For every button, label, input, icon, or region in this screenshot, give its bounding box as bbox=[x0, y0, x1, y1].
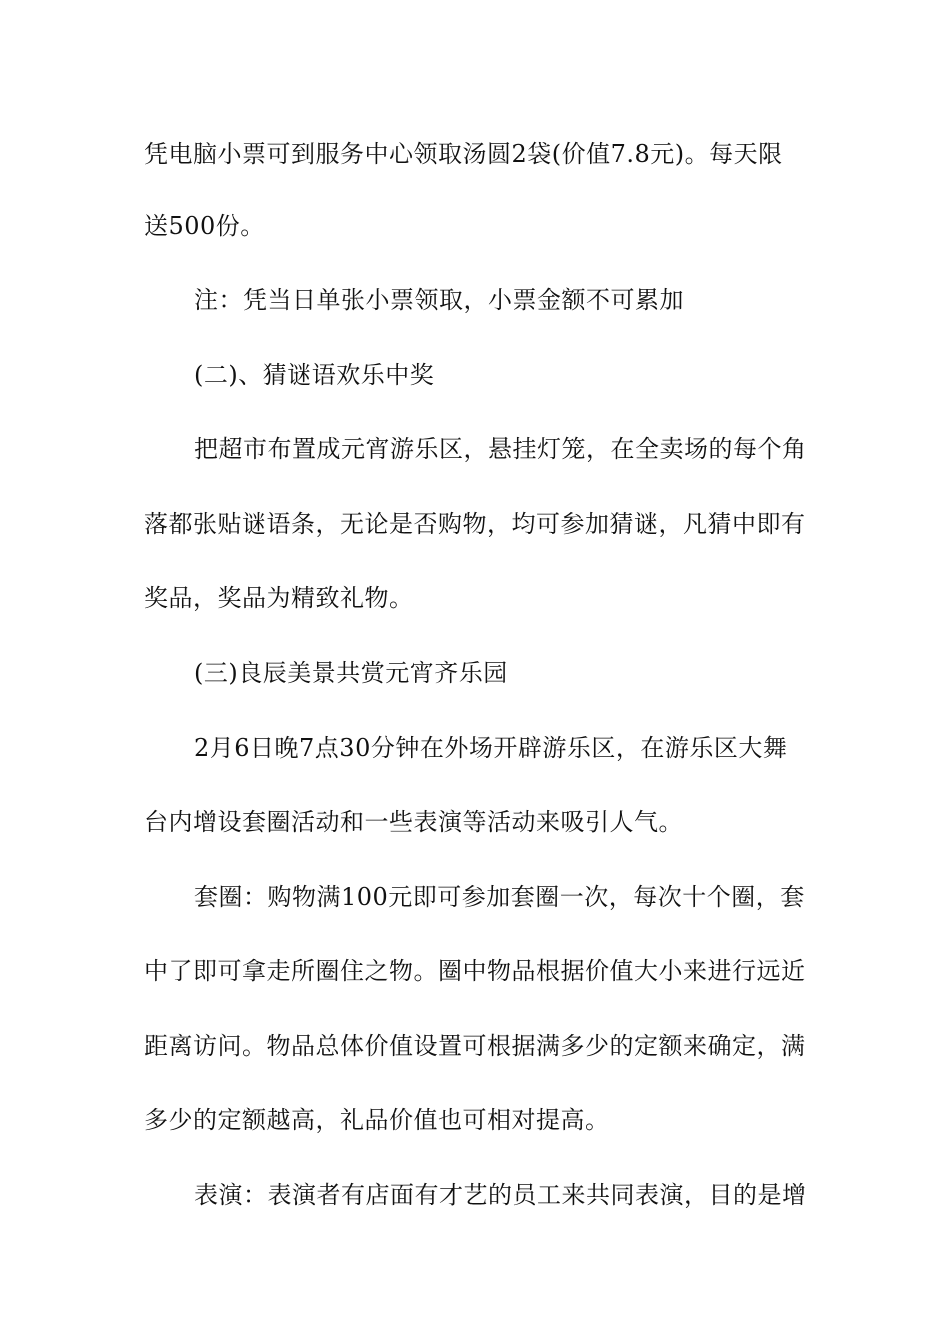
text-line: 距离访问。物品总体价值设置可根据满多少的定额来确定，满 bbox=[144, 1032, 806, 1060]
text-line: 表演：表演者有店面有才艺的员工来共同表演，目的是增 bbox=[194, 1181, 807, 1209]
note-line: 注：凭当日单张小票领取，小票金额不可累加 bbox=[194, 286, 684, 314]
text-line: 台内增设套圈活动和一些表演等活动来吸引人气。 bbox=[144, 808, 683, 836]
section-heading: (三)良辰美景共赏元宵齐乐园 bbox=[194, 659, 508, 687]
text-line: 落都张贴谜语条，无论是否购物，均可参加猜谜，凡猜中即有 bbox=[144, 510, 806, 538]
text-line: 奖品，奖品为精致礼物。 bbox=[144, 584, 414, 612]
text-line: 凭电脑小票可到服务中心领取汤圆2袋(价值7.8元)。每天限 bbox=[144, 140, 783, 168]
text-line: 把超市布置成元宵游乐区，悬挂灯笼，在全卖场的每个角 bbox=[194, 435, 807, 463]
text-line: 送500份。 bbox=[144, 212, 265, 240]
section-heading: (二)、猜谜语欢乐中奖 bbox=[194, 361, 435, 389]
text-line: 多少的定额越高，礼品价值也可相对提高。 bbox=[144, 1106, 610, 1134]
text-line: 中了即可拿走所圈住之物。圈中物品根据价值大小来进行远近 bbox=[144, 957, 806, 985]
text-line: 套圈：购物满100元即可参加套圈一次，每次十个圈，套 bbox=[194, 883, 805, 911]
text-line: 2月6日晚7点30分钟在外场开辟游乐区，在游乐区大舞 bbox=[194, 734, 788, 762]
